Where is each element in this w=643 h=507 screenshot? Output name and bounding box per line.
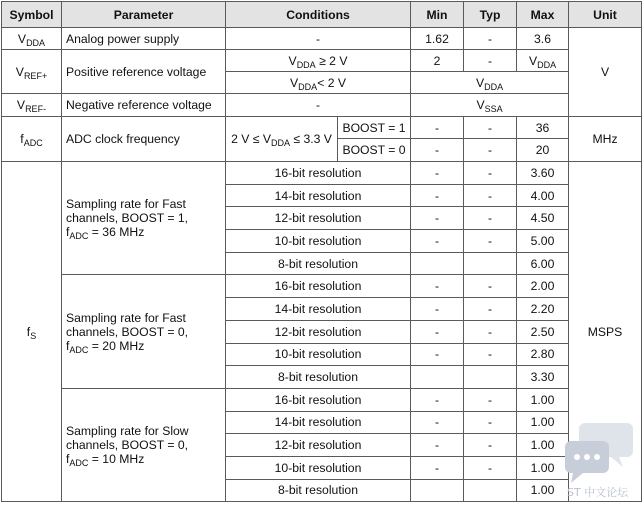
typ-vrefp: - (464, 50, 517, 72)
resolution-condition: 10-bit resolution (226, 456, 411, 479)
max-fadc-boost1: 36 (517, 117, 569, 139)
resolution-condition: 16-bit resolution (226, 388, 411, 411)
conditions-vrefp-1: $V_{DDA} \ge 2$ V (226, 50, 411, 72)
resolution-condition: 12-bit resolution (226, 207, 411, 230)
max-value: 2.20 (517, 298, 569, 321)
max-value: 1.00 (517, 434, 569, 457)
unit-fadc: MHz (569, 117, 642, 162)
min-value: - (411, 184, 464, 207)
typ-value: - (464, 184, 517, 207)
typ-value: - (464, 320, 517, 343)
header-row (2, 2, 642, 28)
min-value: - (411, 388, 464, 411)
conditions-fadc-boost1: BOOST = 1 (338, 117, 411, 139)
min-value: - (411, 298, 464, 321)
typ-value (464, 479, 517, 502)
fs-section (2, 162, 642, 502)
resolution-condition: 16-bit resolution (226, 162, 411, 185)
typ-value: - (464, 411, 517, 434)
min-value: - (411, 207, 464, 230)
min-value: - (411, 456, 464, 479)
symbol-vrefm: $V_{REF-}$ (2, 94, 62, 117)
header-parameter: Parameter (62, 2, 226, 28)
parameter-fs-group: Sampling rate for Slow channels, BOOST = 0, $f_{ADC} = 10$ MHz (62, 388, 226, 501)
fs-row (2, 388, 642, 411)
min-value: - (411, 411, 464, 434)
typ-value: - (464, 275, 517, 298)
symbol-fs: $f_S$ (2, 162, 62, 502)
typ-value: - (464, 207, 517, 230)
resolution-condition: 10-bit resolution (226, 230, 411, 253)
typ-value: - (464, 434, 517, 457)
max-value: 3.60 (517, 162, 569, 185)
resolution-condition: 10-bit resolution (226, 343, 411, 366)
resolution-condition: 8-bit resolution (226, 252, 411, 275)
header-max: Max (517, 2, 569, 28)
max-value: 5.00 (517, 230, 569, 253)
header-typ: Typ (464, 2, 517, 28)
min-fadc-boost1: - (411, 117, 464, 139)
unit-voltage: V (569, 28, 642, 117)
header-symbol: Symbol (2, 2, 62, 28)
row-vdda (2, 28, 642, 50)
max-fadc-boost0: 20 (517, 139, 569, 162)
max-value: 4.50 (517, 207, 569, 230)
parameter-fs-group: Sampling rate for Fast channels, BOOST = 0, $f_{ADC} = 20$ MHz (62, 275, 226, 388)
max-value: 3.30 (517, 366, 569, 389)
max-value: 1.00 (517, 388, 569, 411)
resolution-condition: 12-bit resolution (226, 434, 411, 457)
row-vrefm (2, 94, 642, 117)
max-value: 1.00 (517, 479, 569, 502)
typ-value (464, 252, 517, 275)
max-value: 1.00 (517, 411, 569, 434)
parameter-vrefp: Positive reference voltage (62, 50, 226, 94)
min-fadc-boost0: - (411, 139, 464, 162)
resolution-condition: 14-bit resolution (226, 411, 411, 434)
conditions-vrefp-2: $V_{DDA}< 2$ V (226, 72, 411, 94)
typ-value (464, 366, 517, 389)
symbol-fadc: $f_{ADC}$ (2, 117, 62, 162)
unit-fs: MSPS (569, 162, 642, 502)
min-vdda: 1.62 (411, 28, 464, 50)
min-value: - (411, 320, 464, 343)
typ-value: - (464, 298, 517, 321)
typ-vdda: - (464, 28, 517, 50)
parameter-fadc: ADC clock frequency (62, 117, 226, 162)
min-value (411, 366, 464, 389)
max-value: 2.50 (517, 320, 569, 343)
value-vrefm: $V_{SSA}$ (411, 94, 569, 117)
max-value: 1.00 (517, 456, 569, 479)
symbol-vrefp: $V_{REF+}$ (2, 50, 62, 94)
typ-fadc-boost0: - (464, 139, 517, 162)
typ-value: - (464, 162, 517, 185)
conditions-vdda: - (226, 28, 411, 50)
max-vdda: 3.6 (517, 28, 569, 50)
fs-row (2, 162, 642, 185)
row-fadc-1 (2, 117, 642, 139)
typ-value: - (464, 456, 517, 479)
parameter-vdda: Analog power supply (62, 28, 226, 50)
resolution-condition: 8-bit resolution (226, 479, 411, 502)
value-vrefp-2: $V_{DDA}$ (411, 72, 569, 94)
min-value: - (411, 343, 464, 366)
resolution-condition: 8-bit resolution (226, 366, 411, 389)
resolution-condition: 14-bit resolution (226, 298, 411, 321)
conditions-vrefm: - (226, 94, 411, 117)
adc-characteristics-table (1, 1, 642, 502)
max-value: 2.00 (517, 275, 569, 298)
row-vrefp-1 (2, 50, 642, 72)
fs-row (2, 275, 642, 298)
conditions-fadc-boost0: BOOST = 0 (338, 139, 411, 162)
typ-value: - (464, 343, 517, 366)
parameter-fs-group: Sampling rate for Fast channels, BOOST = 1, $f_{ADC} = 36$ MHz (62, 162, 226, 275)
conditions-fadc-vdda: 2 $V \le V_{DDA} \le 3.3$ V (226, 117, 338, 162)
symbol-vdda: $V_{DDA}$ (2, 28, 62, 50)
resolution-condition: 16-bit resolution (226, 275, 411, 298)
watermark-text: ST 中文论坛 (567, 486, 629, 499)
max-vrefp: $V_{DDA}$ (517, 50, 569, 72)
min-value (411, 479, 464, 502)
min-vrefp: 2 (411, 50, 464, 72)
resolution-condition: 12-bit resolution (226, 320, 411, 343)
resolution-condition: 14-bit resolution (226, 184, 411, 207)
header-conditions: Conditions (226, 2, 411, 28)
min-value: - (411, 275, 464, 298)
max-value: 4.00 (517, 184, 569, 207)
header-min: Min (411, 2, 464, 28)
typ-value: - (464, 388, 517, 411)
min-value: - (411, 434, 464, 457)
min-value: - (411, 162, 464, 185)
min-value: - (411, 230, 464, 253)
max-value: 2.80 (517, 343, 569, 366)
max-value: 6.00 (517, 252, 569, 275)
header-unit: Unit (569, 2, 642, 28)
typ-value: - (464, 230, 517, 253)
min-value (411, 252, 464, 275)
typ-fadc-boost1: - (464, 117, 517, 139)
parameter-vrefm: Negative reference voltage (62, 94, 226, 117)
